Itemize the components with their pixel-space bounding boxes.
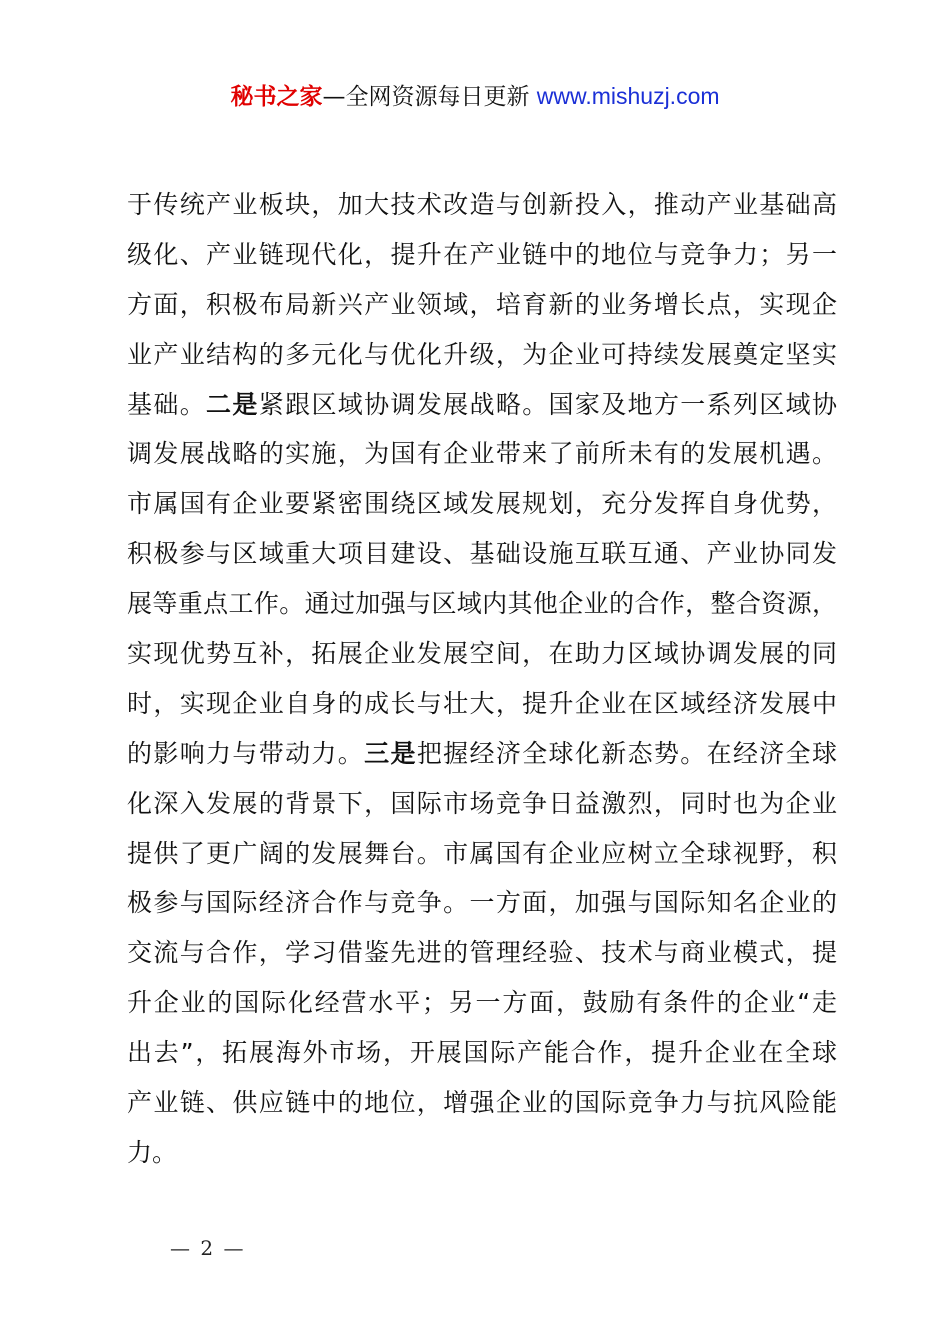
text-line: 出去”，拓展海外市场，开展国际产能合作，提升企业在全球 bbox=[127, 1038, 837, 1068]
point-label-two: 二是 bbox=[206, 389, 259, 419]
text-line bbox=[127, 729, 837, 779]
header-slogan: —全网资源每日更新 bbox=[322, 84, 530, 110]
text-span: 基础。 bbox=[127, 389, 207, 419]
body-text bbox=[127, 180, 837, 1178]
text-line: 实现优势互补，拓展企业发展空间，在助力区域协调发展的同 bbox=[127, 639, 837, 669]
text-span: 的影响力与带动力。 bbox=[127, 738, 365, 768]
text-line: 时，实现企业自身的成长与壮大，提升企业在区域经济发展中 bbox=[127, 688, 837, 718]
text-span: 把握经济全球化新态势。在经济全球 bbox=[416, 738, 837, 768]
text-line: 力。 bbox=[127, 1137, 178, 1167]
text-line: 市属国有企业要紧密围绕区域发展规划，充分发挥自身优势， bbox=[127, 489, 837, 519]
page-number: — 2 — bbox=[170, 1236, 246, 1260]
text-line: 级化、产业链现代化，提升在产业链中的地位与竞争力；另一 bbox=[127, 239, 837, 269]
text-line: 产业链、供应链中的地位，增强企业的国际竞争力与抗风险能 bbox=[127, 1088, 837, 1118]
text-span: 紧跟区域协调发展战略。国家及地方一系列区域协 bbox=[258, 389, 837, 419]
site-link[interactable]: www.mishuzj.com bbox=[536, 83, 720, 109]
text-line: 业产业结构的多元化与优化升级，为企业可持续发展奠定坚实 bbox=[127, 339, 837, 369]
text-line: 交流与合作，学习借鉴先进的管理经验、技术与商业模式，提 bbox=[127, 938, 837, 968]
text-line: 展等重点工作。通过加强与区域内其他企业的合作，整合资源， bbox=[127, 589, 837, 619]
text-line: 方面，积极布局新兴产业领域，培育新的业务增长点，实现企 bbox=[127, 289, 837, 319]
text-line: 积极参与区域重大项目建设、基础设施互联互通、产业协同发 bbox=[127, 539, 837, 569]
point-label-three: 三是 bbox=[364, 738, 417, 768]
document-header bbox=[0, 80, 950, 113]
text-line: 调发展战略的实施，为国有企业带来了前所未有的发展机遇。 bbox=[127, 439, 837, 469]
text-line: 升企业的国际化经营水平；另一方面，鼓励有条件的企业“走 bbox=[127, 988, 837, 1018]
brand-name: 秘书之家 bbox=[230, 84, 323, 110]
text-line: 极参与国际经济合作与竞争。一方面，加强与国际知名企业的 bbox=[127, 888, 837, 918]
text-line: 提供了更广阔的发展舞台。市属国有企业应树立全球视野，积 bbox=[127, 838, 837, 868]
text-line bbox=[127, 380, 837, 430]
text-line: 化深入发展的背景下，国际市场竞争日益激烈，同时也为企业 bbox=[127, 788, 837, 818]
text-line: 于传统产业板块，加大技术改造与创新投入，推动产业基础高 bbox=[127, 190, 837, 219]
